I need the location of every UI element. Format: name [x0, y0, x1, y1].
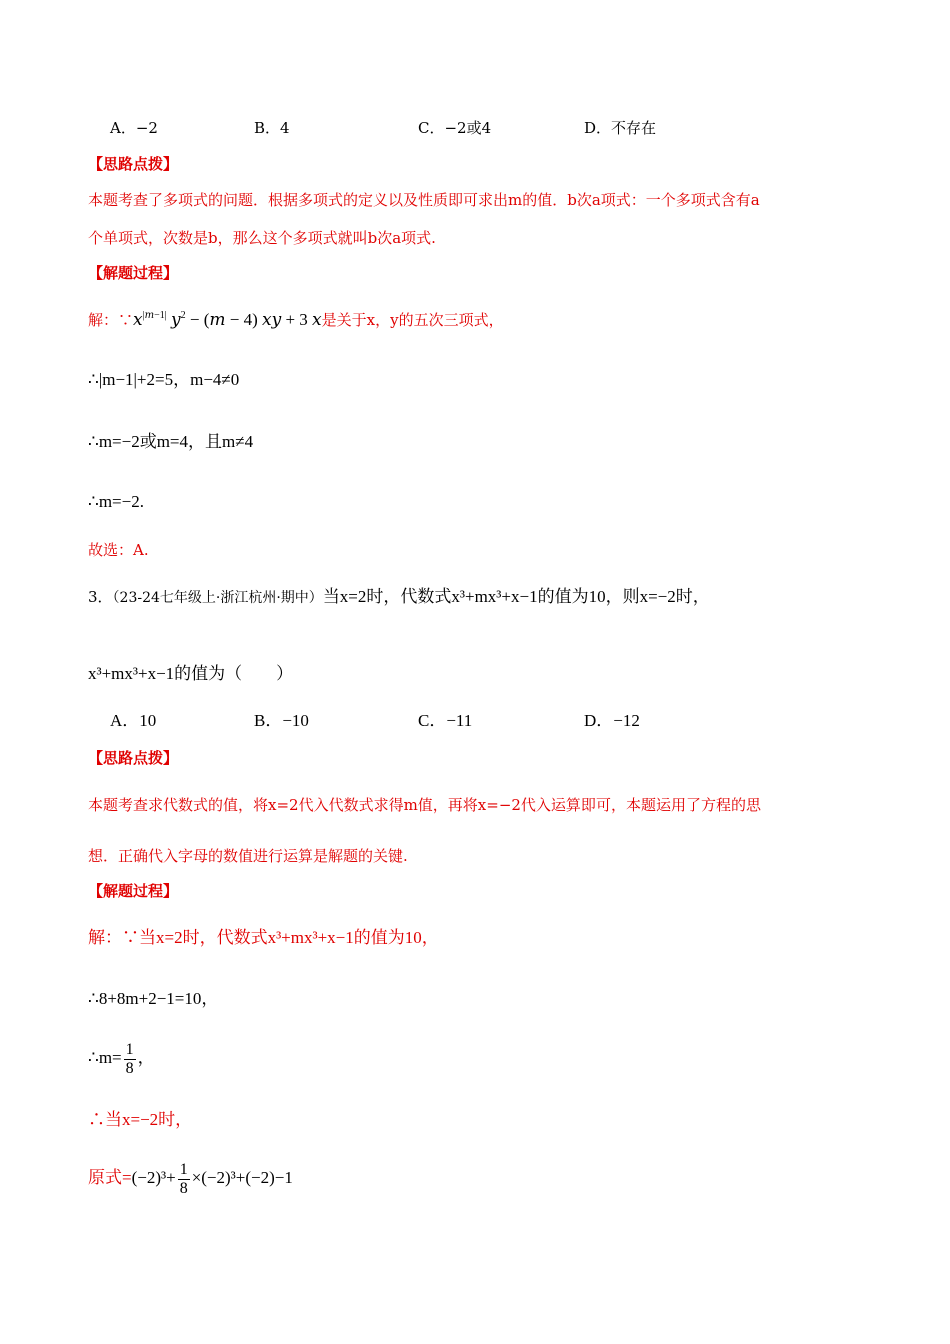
q2-hint-line1: 本题考查了多项式的问题．根据多项式的定义以及性质即可求出m的值．b次a项式：一个多项式含有a — [88, 191, 760, 209]
q3-option-d: D．−12 — [584, 711, 640, 730]
q3-stem-line1 — [88, 587, 710, 608]
q2-option-c: C．−2或4 — [418, 119, 492, 137]
q3-step3-prefix: ∴m= — [88, 1048, 122, 1067]
q2-solution-step3: ∴m=−2或m=4，且m≠4 — [88, 432, 254, 451]
q2-solution-step2: ∴|m−1|+2=5，m−4≠0 — [88, 370, 240, 389]
q3-stem-line2: x³+mx³+x−1的值为（ ） — [88, 664, 294, 683]
q3-option-b: B．−10 — [254, 711, 309, 730]
q2-solution-step4: ∴m=−2. — [88, 492, 144, 511]
q2-step1-expression: $x^{|m-1|}$ $y^2 - (m - 4)$ xy + 3 x — [133, 310, 322, 330]
q3-solution-step1: 解：∵当x=2时，代数式x³+mx³+x−1的值为10， — [88, 928, 439, 947]
q2-option-d: D．不存在 — [584, 119, 657, 137]
q2-step1-prefix: 解：∵ — [88, 311, 134, 329]
q2-hint-line2: 个单项式，次数是b，那么这个多项式就叫b次a项式. — [88, 229, 436, 247]
q3-solution-step5 — [88, 1156, 293, 1200]
q2-answer: 故选：A. — [88, 541, 149, 559]
q3-step5-part1: (−2)³+ — [131, 1168, 176, 1187]
q3-hint-heading: 【思路点拨】 — [88, 749, 179, 767]
q3-source: （23-24七年级上·浙江杭州·期中） — [112, 590, 323, 606]
q3-option-a: A．10 — [110, 711, 157, 730]
q3-step5-part2: ×(−2)³+(−2)−1 — [191, 1168, 293, 1187]
q3-number: 3． — [88, 588, 113, 606]
q3-solution-step4: ∴当x=−2时， — [88, 1110, 193, 1129]
q3-step3-numerator: 1 — [125, 1040, 134, 1058]
q3-step3-denominator: 8 — [125, 1059, 134, 1077]
q3-step3-suffix: ， — [137, 1048, 155, 1067]
q3-stem-text: 当x=2时，代数式x³+mx³+x−1的值为10，则x=−2时， — [322, 587, 710, 606]
q2-step1-suffix: 是关于x，y的五次三项式， — [321, 311, 504, 329]
q3-solution-step3 — [88, 1038, 155, 1078]
q3-hint-line1: 本题考查求代数式的值，将x=2代入代数式求得m值，再将x=−2代入运算即可，本题运用了方程的思 — [88, 796, 761, 814]
q3-solution-step2: ∴8+8m+2−1=10， — [88, 989, 219, 1008]
q2-solution-heading: 【解题过程】 — [88, 264, 179, 282]
q2-solution-step1 — [88, 310, 504, 330]
q3-solution-heading: 【解题过程】 — [88, 882, 179, 900]
q3-step5-prefix: 原式= — [88, 1168, 132, 1187]
q3-step3-fraction — [124, 1041, 136, 1078]
q3-option-c: C．−11 — [418, 711, 473, 730]
q3-step5-numerator: 1 — [179, 1160, 188, 1178]
q2-option-a: A．−2 — [110, 119, 158, 137]
q2-hint-heading: 【思路点拨】 — [88, 155, 179, 173]
q3-step5-fraction — [178, 1161, 190, 1198]
q3-hint-line2: 想．正确代入字母的数值进行运算是解题的关键. — [88, 847, 408, 865]
q2-option-b: B．4 — [254, 119, 290, 137]
q3-step5-denominator: 8 — [179, 1179, 188, 1197]
